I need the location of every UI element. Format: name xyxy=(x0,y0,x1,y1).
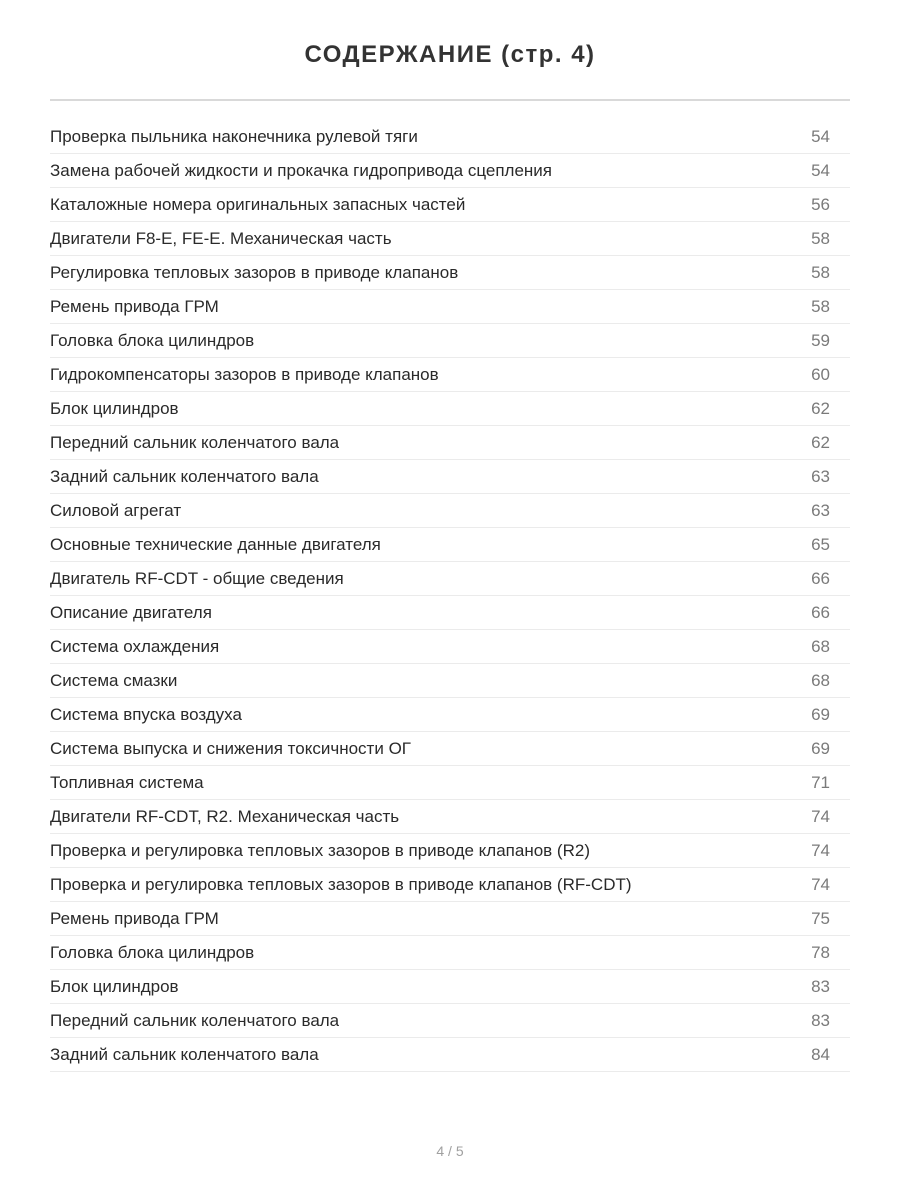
toc-entry-page: 60 xyxy=(811,364,830,384)
toc-row[interactable] xyxy=(50,596,850,630)
toc-entry-title: Головка блока цилиндров xyxy=(50,330,255,350)
toc-entry-page: 59 xyxy=(811,330,830,350)
toc-entry-title: Блок цилиндров xyxy=(50,976,179,996)
toc-row[interactable] xyxy=(50,1004,850,1038)
toc-entry-page: 62 xyxy=(811,398,830,418)
toc-entry-title: Задний сальник коленчатого вала xyxy=(50,466,319,486)
toc-entry-page: 66 xyxy=(811,568,830,588)
toc-row[interactable] xyxy=(50,528,850,562)
toc-row[interactable] xyxy=(50,1038,850,1072)
toc-entry-title: Каталожные номера оригинальных запасных частей xyxy=(50,194,466,214)
toc-row[interactable] xyxy=(50,494,850,528)
toc-entry-title: Двигатели F8-E, FE-E. Механическая часть xyxy=(50,228,392,248)
toc-entry-title: Описание двигателя xyxy=(50,602,212,622)
toc-entry-page: 58 xyxy=(811,228,830,248)
toc-row[interactable] xyxy=(50,970,850,1004)
toc-entry-title: Передний сальник коленчатого вала xyxy=(50,1010,340,1030)
toc-entry-title: Система впуска воздуха xyxy=(50,704,242,724)
toc-entry-page: 68 xyxy=(811,670,830,690)
toc-row[interactable] xyxy=(50,732,850,766)
toc-entry-page: 75 xyxy=(811,908,830,928)
toc-row[interactable] xyxy=(50,766,850,800)
toc-row[interactable] xyxy=(50,562,850,596)
toc-entry-page: 83 xyxy=(811,976,830,996)
toc-entry-title: Система выпуска и снижения токсичности ОГ xyxy=(50,738,411,758)
toc-row[interactable] xyxy=(50,290,850,324)
toc-entry-page: 63 xyxy=(811,466,830,486)
toc-entry-title: Силовой агрегат xyxy=(50,500,182,520)
toc-entry-title: Гидрокомпенсаторы зазоров в приводе клапанов xyxy=(50,364,439,384)
toc-entry-page: 74 xyxy=(811,840,830,860)
toc-row[interactable] xyxy=(50,120,850,154)
toc-row[interactable] xyxy=(50,324,850,358)
toc-entry-page: 65 xyxy=(811,534,830,554)
toc-row[interactable] xyxy=(50,868,850,902)
toc-entry-page: 74 xyxy=(811,874,830,894)
toc-entry-page: 74 xyxy=(811,806,830,826)
toc-row[interactable] xyxy=(50,834,850,868)
toc-row[interactable] xyxy=(50,902,850,936)
toc-entry-title: Проверка и регулировка тепловых зазоров в приводе клапанов (R2) xyxy=(50,840,590,860)
toc-list xyxy=(50,120,850,1072)
toc-row[interactable] xyxy=(50,358,850,392)
toc-entry-title: Система охлаждения xyxy=(50,636,220,656)
toc-entry-page: 83 xyxy=(811,1010,830,1030)
toc-entry-title: Регулировка тепловых зазоров в приводе клапанов xyxy=(50,262,459,282)
toc-row[interactable] xyxy=(50,460,850,494)
toc-row[interactable] xyxy=(50,426,850,460)
toc-entry-page: 63 xyxy=(811,500,830,520)
toc-row[interactable] xyxy=(50,154,850,188)
toc-entry-title: Двигатели RF-CDT, R2. Механическая часть xyxy=(50,806,400,826)
toc-entry-page: 54 xyxy=(811,126,830,146)
toc-entry-title: Замена рабочей жидкости и прокачка гидропривода сцепления xyxy=(50,160,553,180)
page-indicator: 4 / 5 xyxy=(436,1143,464,1159)
toc-entry-title: Ремень привода ГРМ xyxy=(50,296,219,316)
toc-entry-page: 62 xyxy=(811,432,830,452)
toc-entry-page: 58 xyxy=(811,296,830,316)
toc-entry-page: 58 xyxy=(811,262,830,282)
toc-entry-page: 71 xyxy=(811,772,830,792)
toc-row[interactable] xyxy=(50,188,850,222)
toc-entry-title: Головка блока цилиндров xyxy=(50,942,255,962)
toc-row[interactable] xyxy=(50,664,850,698)
toc-row[interactable] xyxy=(50,800,850,834)
toc-entry-page: 54 xyxy=(811,160,830,180)
toc-entry-page: 84 xyxy=(811,1044,830,1064)
toc-entry-page: 68 xyxy=(811,636,830,656)
toc-entry-title: Блок цилиндров xyxy=(50,398,179,418)
toc-entry-title: Основные технические данные двигателя xyxy=(50,534,381,554)
toc-entry-page: 78 xyxy=(811,942,830,962)
toc-entry-page: 66 xyxy=(811,602,830,622)
toc-entry-page: 69 xyxy=(811,704,830,724)
toc-entry-page: 56 xyxy=(811,194,830,214)
toc-entry-title: Проверка и регулировка тепловых зазоров в приводе клапанов (RF-CDT) xyxy=(50,874,632,894)
toc-row[interactable] xyxy=(50,936,850,970)
page-title: СОДЕРЖАНИЕ (стр. 4) xyxy=(304,41,596,68)
toc-entry-title: Задний сальник коленчатого вала xyxy=(50,1044,319,1064)
toc-entry-title: Передний сальник коленчатого вала xyxy=(50,432,340,452)
toc-entry-title: Проверка пыльника наконечника рулевой тяги xyxy=(50,126,418,146)
toc-row[interactable] xyxy=(50,698,850,732)
toc-row[interactable] xyxy=(50,256,850,290)
toc-row[interactable] xyxy=(50,222,850,256)
title-divider xyxy=(50,99,850,101)
toc-row[interactable] xyxy=(50,630,850,664)
toc-entry-title: Топливная система xyxy=(50,772,204,792)
toc-entry-page: 69 xyxy=(811,738,830,758)
toc-entry-title: Двигатель RF-CDT - общие сведения xyxy=(50,568,344,588)
toc-entry-title: Ремень привода ГРМ xyxy=(50,908,219,928)
toc-row[interactable] xyxy=(50,392,850,426)
toc-entry-title: Система смазки xyxy=(50,670,178,690)
